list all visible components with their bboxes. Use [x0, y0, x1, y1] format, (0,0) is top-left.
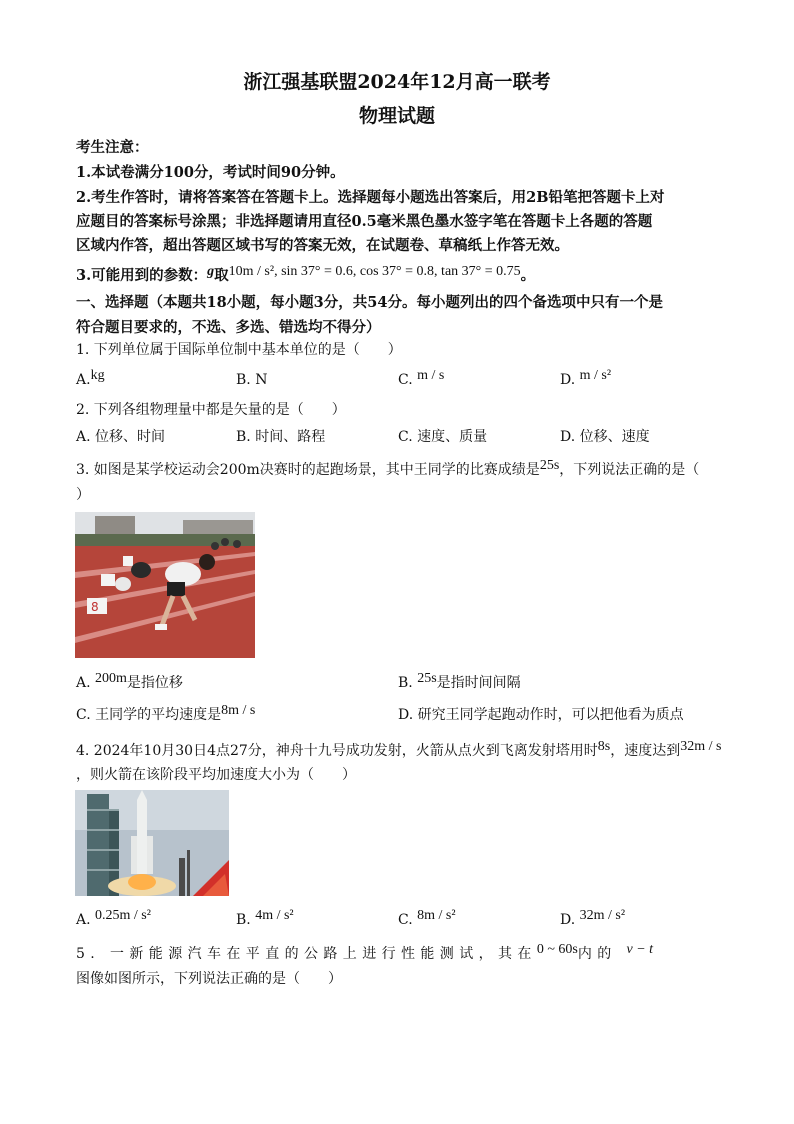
- notice-line-3: [76, 264, 535, 285]
- q2-option-c: C. 速度、质量: [398, 429, 488, 445]
- notice-line-2b: 应题目的答案标号涂黑；非选择题请用直径0.5毫米黑色墨水签字笔在答题卡上各题的答题: [76, 213, 653, 230]
- q4-stem: [76, 740, 721, 760]
- q3-stem-b: ，下列说法正确的是（: [559, 462, 700, 478]
- page-title: 浙江强基联盟2024年12月高一联考: [243, 71, 551, 93]
- q5-stem: [76, 943, 653, 963]
- q4-a-label: A.: [76, 912, 91, 928]
- q4-d-label: D.: [560, 912, 576, 928]
- q4-option-b: [236, 908, 294, 929]
- q3-option-b: [398, 672, 521, 692]
- q4-stem-math2: 32m / s: [680, 739, 722, 754]
- q1-c-math: m / s: [417, 368, 445, 383]
- rocket-launch-photo: [75, 790, 229, 896]
- q1-d-math: m / s²: [579, 368, 612, 383]
- q2-option-b: B. 时间、路程: [236, 429, 326, 445]
- q5-stem-math2: v − t: [626, 942, 654, 957]
- q3-b-text: 是指时间间隔: [436, 675, 521, 691]
- q3-a-math: 200m: [95, 671, 127, 686]
- q1-option-a: [76, 368, 105, 389]
- q2-option-a: A. 位移、时间: [76, 429, 166, 445]
- q5-stem-b: 内的: [577, 946, 617, 962]
- q1-a-math: kg: [90, 368, 105, 383]
- q4-c-label: C.: [398, 912, 413, 928]
- q1-option-d: [560, 368, 612, 389]
- q2-stem: 2. 下列各组物理量中都是矢量的是（ ）: [76, 402, 346, 418]
- q1-stem: 1. 下列单位属于国际单位制中基本单位的是（ ）: [76, 342, 402, 358]
- q1-option-b: B. N: [236, 372, 268, 388]
- q1-a-label: A.: [76, 372, 91, 388]
- q3-b-label: B.: [398, 675, 413, 691]
- notice-line-2a: 2.考生作答时，请将答案答在答题卡上。选择题每小题选出答案后，用2B铅笔把答题卡上对: [76, 189, 665, 206]
- q4-stem-c: ，则火箭在该阶段平均加速度大小为（ ）: [76, 767, 356, 783]
- q5-stem-math1: 0 ~ 60s: [536, 942, 578, 957]
- q4-option-c: [398, 908, 456, 929]
- q3-a-text: 是指位移: [126, 675, 183, 691]
- q3-stem-c: ）: [76, 487, 90, 503]
- notice-line-1: 1.本试卷满分100分，考试时间90分钟。: [76, 164, 345, 181]
- notice-line-2c: 区域内作答，超出答题区域书写的答案无效，在试题卷、草稿纸上作答无效。: [76, 237, 569, 254]
- q3-option-c: [76, 704, 255, 724]
- q3-stem: [76, 459, 699, 479]
- q4-b-math: 4m / s²: [255, 908, 294, 923]
- q4-stem-math1: 8s: [597, 739, 611, 754]
- g-symbol: g: [207, 264, 215, 279]
- q5-stem-a: 5. 一新能源汽车在平直的公路上进行性能测试，其在: [76, 946, 537, 962]
- q3-b-math: 25s: [417, 671, 437, 686]
- q4-stem-a: 4. 2024年10月30日4点27分，神舟十九号成功发射，火箭从点火到飞离发射塔用时: [76, 743, 598, 759]
- q1-d-label: D.: [560, 372, 576, 388]
- q4-option-a: [76, 908, 151, 929]
- section-heading-a: 一、选择题（本题共18小题，每小题3分，共54分。每小题列出的四个备选项中只有一个是: [76, 294, 663, 311]
- q1-option-c: [398, 368, 445, 389]
- q4-option-d: [560, 908, 626, 929]
- q5-stem-c: 图像如图所示，下列说法正确的是（ ）: [76, 971, 342, 987]
- section-heading-b: 符合题目要求的，不选、多选、错选均不得分）: [76, 319, 381, 336]
- q2-option-d: D. 位移、速度: [560, 429, 650, 445]
- page-subtitle: 物理试题: [358, 105, 435, 127]
- q3-a-label: A.: [76, 675, 91, 691]
- q3-option-d: D. 研究王同学起跑动作时，可以把他看为质点: [398, 707, 684, 723]
- notice-line-3-prefix: 3.可能用到的参数：: [76, 267, 208, 284]
- q4-stem-b: ，速度达到: [610, 743, 681, 759]
- q3-option-a: [76, 672, 183, 692]
- q1-c-label: C.: [398, 372, 413, 388]
- q3-c-math: 8m / s: [221, 703, 256, 718]
- notice-end: 。: [520, 267, 536, 284]
- notice-parameters: 10m / s², sin 37° = 0.6, cos 37° = 0.8, tan 37° = 0.75: [228, 264, 521, 279]
- q4-b-label: B.: [236, 912, 251, 928]
- race-start-photo: [75, 512, 255, 658]
- notice-take: 取: [214, 267, 229, 284]
- q4-d-math: 32m / s²: [579, 908, 626, 923]
- q4-a-math: 0.25m / s²: [95, 908, 151, 923]
- notice-heading: 考生注意：: [76, 139, 149, 156]
- q3-stem-math: 25s: [539, 458, 560, 473]
- q4-c-math: 8m / s²: [417, 908, 456, 923]
- q3-c-text: C. 王同学的平均速度是: [76, 707, 222, 723]
- q3-stem-a: 3. 如图是某学校运动会200m决赛时的起跑场景，其中王同学的比赛成绩是: [76, 462, 540, 478]
- svg-text:8: 8: [91, 600, 99, 614]
